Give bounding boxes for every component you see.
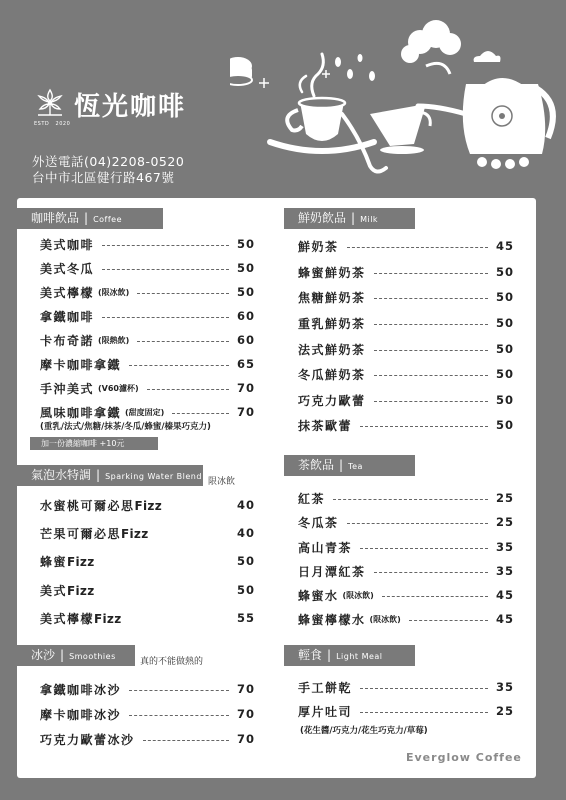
portafilter-icon [230,34,252,85]
menu-item: 厚片吐司 25 [298,704,514,719]
logo-icon [34,87,66,121]
menu-item: 卡布奇諾 (限熱飲) 60 [40,333,255,348]
espresso-addon: 加一份濃縮咖啡 +10元 [30,437,158,450]
menu-item: 美式檸檬Fizz 55 [40,611,255,626]
kettle-icon [418,78,553,169]
menu-header [0,0,566,200]
toast-flavors: (花生醬/巧克力/花生巧克力/草莓) [300,726,428,736]
menu-item: 美式咖啡 50 [40,237,255,252]
menu-item: 蜂蜜檸檬水 (限冰飲) 45 [298,612,514,627]
menu-item: 美式檸檬 (限冰飲) 50 [40,285,255,300]
phone-number: 外送電話(04)2208-0520 [32,154,185,169]
flavor-options: (重乳/法式/焦糖/抹茶/冬瓜/蜂蜜/榛果巧克力) [40,422,211,432]
coffee-illustration [230,18,560,183]
menu-item: 蜂蜜Fizz 50 [40,554,255,569]
iced-only-note: 限冰飲 [208,477,236,487]
address: 台中市北區健行路467號 [32,170,175,185]
menu-item: 紅茶 25 [298,491,514,506]
menu-item: 美式冬瓜 50 [40,261,255,276]
menu-item: 巧克力歐蕾 50 [298,393,514,408]
section-header-coffee: 咖啡飲品 | Coffee [17,208,163,229]
menu-item: 巧克力歐蕾冰沙 70 [40,732,255,747]
menu-item: 日月潭紅茶 35 [298,564,514,579]
brand-name: 恆光咖啡 [74,92,187,122]
menu-item: 美式Fizz 50 [40,583,255,598]
menu-item: 高山青茶 35 [298,540,514,555]
menu-item: 蜂蜜水 (限冰飲) 45 [298,588,514,603]
contact-info [32,154,184,186]
menu-item: 風味咖啡拿鐵 (甜度固定) 70 [40,405,255,420]
menu-item: 摩卡咖啡冰沙 70 [40,707,255,722]
menu-item: 芒果可爾必思Fizz 40 [40,526,255,541]
menu-item: 水蜜桃可爾必思Fizz 40 [40,498,255,513]
section-header-smoothies: 冰沙 | Smoothies [17,645,135,666]
menu-item: 拿鐵咖啡 60 [40,309,255,324]
menu-item: 冬瓜茶 25 [298,515,514,530]
menu-item: 抹茶歐蕾 50 [298,418,514,433]
menu-item: 冬瓜鮮奶茶 50 [298,367,514,382]
section-header-light-meal: 輕食 | Light Meal [284,645,415,666]
no-hot-note: 真的不能做熱的 [140,657,204,667]
steam-cloud-icon [401,20,501,74]
section-header-tea: 茶飲品 | Tea [284,455,415,476]
menu-item: 鮮奶茶 45 [298,239,514,254]
footer-brand: Everglow Coffee [406,751,522,764]
estd-label: ESTD 2020 [34,121,71,127]
menu-item: 手工餅乾 35 [298,680,514,695]
menu-item: 蜂蜜鮮奶茶 50 [298,265,514,280]
menu-item: 焦糖鮮奶茶 50 [298,290,514,305]
section-header-milk: 鮮奶飲品 | Milk [284,208,415,229]
menu-item: 手沖美式 (V60濾杯) 70 [40,381,255,396]
menu-item: 法式鮮奶茶 50 [298,342,514,357]
section-header-sparkling: 氣泡水特調 | Sparking Water Blend [17,465,203,486]
dripper-icon [370,104,430,154]
menu-item: 摩卡咖啡拿鐵 65 [40,357,255,372]
menu-item: 重乳鮮奶茶 50 [298,316,514,331]
menu-item: 拿鐵咖啡冰沙 70 [40,682,255,697]
